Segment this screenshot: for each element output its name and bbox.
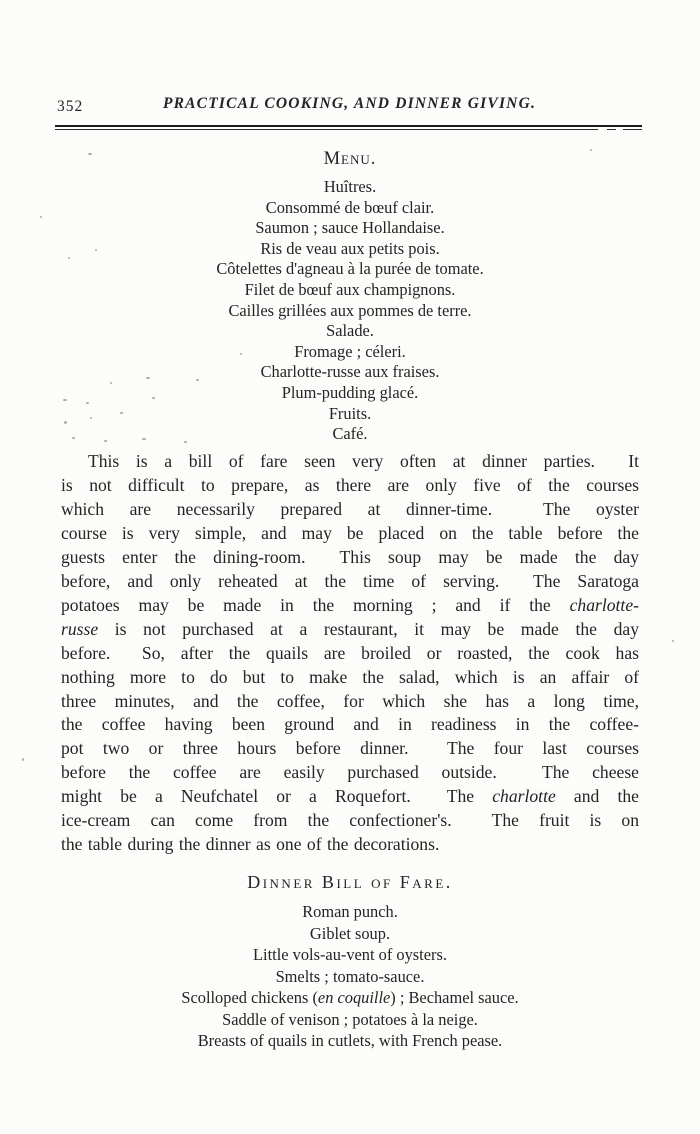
menu-item: Huîtres.	[323, 177, 377, 196]
paragraph-line: which are necessarily prepared at dinner-time. The oyster	[61, 498, 639, 519]
menu-item: Fromage ; céleri.	[294, 341, 406, 361]
paragraph-line: the table during the dinner as one of the decorations.	[61, 834, 440, 855]
scan-speck	[104, 440, 107, 442]
running-header	[57, 95, 642, 119]
scan-speck	[152, 397, 155, 399]
menu-item: Salade.	[326, 321, 374, 341]
scan-speck	[120, 412, 123, 414]
menu-item: Consommé de bœuf clair.	[265, 197, 435, 217]
rule-break	[616, 129, 623, 132]
menu-item: Saumon ; sauce Hollandaise.	[255, 218, 445, 238]
scan-speck	[72, 437, 75, 439]
scan-speck	[90, 417, 92, 419]
scan-speck	[88, 153, 92, 155]
menu-item: Charlotte-russe aux fraises.	[260, 362, 440, 382]
paragraph-line: russe is not purchased at a restaurant, it may be made the day	[61, 618, 639, 639]
paragraph-line: This is a bill of fare seen very often at dinner parties. It	[88, 451, 639, 471]
menu-item: Plum-pudding glacé.	[281, 382, 419, 402]
paragraph	[61, 450, 639, 857]
paragraph-line: might be a Neufchatel or a Roquefort. The charlotte and the	[61, 786, 639, 807]
menu-item: Ris de veau aux petits pois.	[260, 238, 440, 258]
paragraph-line: before, and only reheated at the time of serving. The Saratoga	[61, 570, 639, 591]
paragraph-line: potatoes may be made in the morning ; and if the charlotte-	[61, 594, 639, 615]
menu-item: Filet de bœuf aux champignons.	[244, 279, 456, 299]
header-rule	[55, 125, 642, 130]
paragraph-line: ice-cream can come from the confectioner's. The fruit is on	[61, 810, 639, 831]
bill-item: Giblet soup.	[309, 923, 391, 943]
scan-speck	[110, 382, 112, 384]
menu-item: Café.	[332, 424, 368, 444]
menu-item: Cailles grillées aux pommes de terre.	[228, 300, 472, 320]
paragraph-line: before the coffee are easily purchased outside. The cheese	[61, 762, 639, 783]
page-number: 352	[57, 98, 84, 115]
bill-item: Scolloped chickens (en coquille) ; Bechamel sauce.	[181, 988, 519, 1007]
scan-speck	[95, 249, 97, 251]
paragraph-line: the coffee having been ground and in readiness in the coffee-	[61, 714, 639, 735]
bill-list	[60, 901, 640, 1052]
menu-item: Côtelettes d'agneau à la purée de tomate.	[216, 259, 484, 279]
scan-speck	[63, 399, 67, 401]
scan-speck	[22, 758, 24, 761]
running-title: PRACTICAL COOKING, AND DINNER GIVING.	[162, 95, 537, 112]
scan-speck	[64, 421, 67, 424]
paragraph-line: pot two or three hours before dinner. The four last courses	[61, 738, 639, 759]
scan-speck	[86, 402, 89, 404]
scan-speck	[240, 353, 242, 355]
scan-speck	[68, 257, 70, 259]
scan-speck	[672, 640, 674, 642]
scan-speck	[184, 441, 187, 443]
bill-item: Smelts ; tomato-sauce.	[275, 966, 425, 986]
scan-speck	[40, 216, 42, 218]
paragraph-line: before. So, after the quails are broiled or roasted, the cook has	[61, 642, 639, 663]
scan-speck	[196, 379, 199, 381]
dinner-bill-heading: Dinner Bill of Fare.	[247, 872, 453, 892]
rule-break	[598, 129, 607, 132]
bill-item: Breasts of quails in cutlets, with French pease.	[197, 1031, 503, 1050]
paragraph-line: three minutes, and the coffee, for which she has a long time,	[61, 690, 639, 711]
paragraph-line: course is very simple, and may be placed on the table before the	[61, 522, 639, 543]
paragraph-line: is not difficult to prepare, as there are only five of the courses	[61, 474, 639, 495]
scan-speck	[146, 377, 150, 379]
paragraph-line: guests enter the dining-room. This soup may be made the day	[61, 546, 639, 567]
bill-item: Roman punch.	[302, 902, 398, 921]
scan-speck	[142, 438, 146, 440]
bill-item: Little vols-au-vent of oysters.	[253, 945, 447, 964]
menu-list	[60, 177, 640, 445]
menu-item: Fruits.	[328, 403, 372, 423]
bill-item: Saddle of venison ; potatoes à la neige.	[222, 1009, 478, 1029]
scan-speck	[590, 149, 592, 151]
menu-heading: Menu.	[323, 149, 377, 169]
paragraph-line: nothing more to do but to make the salad, which is an affair of	[61, 666, 639, 687]
